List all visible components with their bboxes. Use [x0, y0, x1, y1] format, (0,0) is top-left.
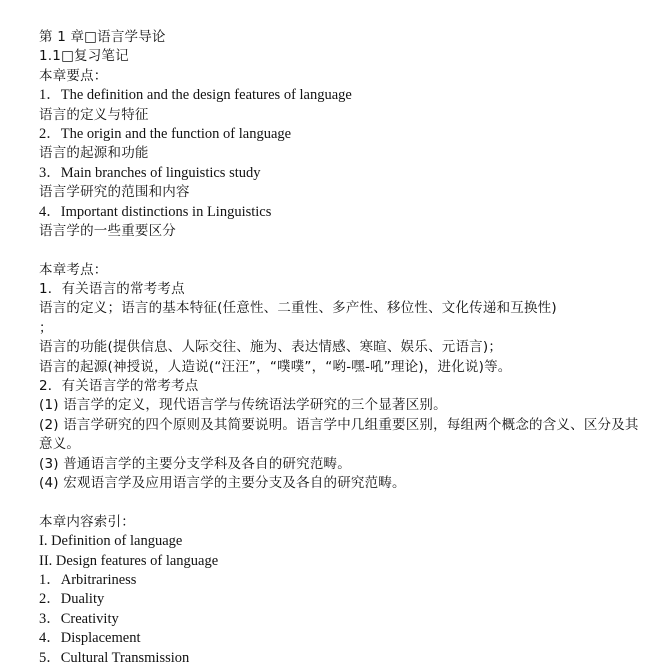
exam-point-line: (3) 普通语言学的主要分支学科及各自的研究范畴。	[39, 455, 351, 472]
paragraph-gap	[39, 241, 639, 260]
content-index-line: 2．Duality	[39, 591, 105, 608]
exam-point-line: (4) 宏观语言学及应用语言学的主要分支及各自的研究范畴。	[39, 475, 406, 492]
exam-point-line: 2．有关语言学的常考考点	[39, 378, 199, 395]
document-page	[39, 28, 639, 668]
key-point-en: 1．The definition and the design features of language	[39, 87, 352, 104]
key-point-en: 4．Important distinctions in Linguistics	[39, 203, 272, 220]
content-index-line: 5．Cultural Transmission	[39, 649, 190, 666]
exam-point-line: 语言的起源(神授说，人造说(“汪汪”，“噗噗”，“哟-嘿-吼”理论)，进化说)等。	[39, 358, 512, 375]
paragraph-gap	[39, 493, 639, 512]
key-point-cn: 语言的起源和功能	[39, 145, 149, 162]
key-point-cn: 语言学的一些重要区分	[39, 222, 176, 239]
section-title: 1.1□复习笔记	[39, 48, 129, 65]
content-index-line: I. Definition of language	[39, 533, 183, 550]
key-point-cn: 语言的定义与特征	[39, 106, 149, 123]
content-index-line: 4．Displacement	[39, 630, 141, 647]
exam-point-line: (2) 语言学研究的四个原则及其简要说明。语言学中几组重要区别，每组两个概念的含义、区分及其意义。	[39, 416, 639, 453]
key-points-heading: 本章要点：	[39, 67, 108, 84]
key-point-cn: 语言学研究的范围和内容	[39, 184, 190, 201]
key-point-en: 3．Main branches of linguistics study	[39, 164, 261, 181]
exam-point-line: 1．有关语言的常考考点	[39, 281, 185, 298]
content-index-line: 3．Creativity	[39, 610, 119, 627]
content-index-line: 1．Arbitrariness	[39, 571, 137, 588]
key-point-en: 2．The origin and the function of language	[39, 125, 292, 142]
exam-point-line: 语言的定义；语言的基本特征(任意性、二重性、多产性、移位性、文化传递和互换性)	[39, 300, 557, 317]
chapter-title: 第 1 章□语言学导论	[39, 29, 166, 45]
exam-point-line: 语言的功能(提供信息、人际交往、施为、表达情感、寒暄、娱乐、元语言)；	[39, 339, 503, 356]
content-index-heading: 本章内容索引：	[39, 513, 135, 530]
content-index-line: II. Design features of language	[39, 552, 219, 569]
exam-point-line: ；	[39, 319, 53, 336]
exam-point-line: (1) 语言学的定义，现代语言学与传统语法学研究的三个显著区别。	[39, 397, 447, 414]
exam-points-heading: 本章考点：	[39, 261, 108, 278]
